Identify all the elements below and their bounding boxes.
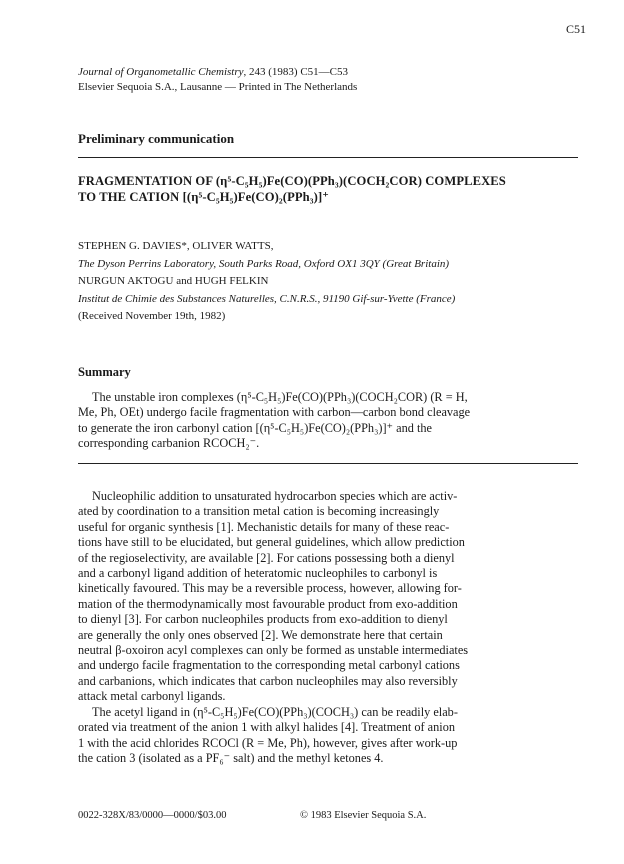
body-line: and a carbonyl ligand addition of heteratomic nucleophiles to carbonyl is bbox=[78, 566, 438, 581]
journal-citation: , 243 (1983) C51—C53 bbox=[243, 66, 348, 78]
body-line: Nucleophilic addition to unsaturated hydrocarbon species which are activ- bbox=[92, 489, 458, 503]
summary-line: Me, Ph, OEt) undergo facile fragmentation with carbon—carbon bond cleavage bbox=[78, 405, 471, 420]
body-line: mation of the thermodynamically most favourable product from exo-addition bbox=[78, 596, 458, 611]
journal-publisher: Elsevier Sequoia S.A., Lausanne — Printed in The Netherlands bbox=[78, 81, 358, 93]
body-line: are generally the only ones observed [2]. We demonstrate here that certain bbox=[78, 627, 443, 642]
summary-line: The unstable iron complexes (η⁵-C₅H₅)Fe(CO)(PPh₃)(COCH₂COR) (R = H, bbox=[92, 390, 468, 404]
summary-rule bbox=[78, 463, 578, 464]
body-line: neutral β-oxoiron acyl complexes can only be formed as unstable intermediates bbox=[78, 643, 469, 658]
body-line: kinetically favoured. This may be a reversible process, however, allowing for- bbox=[78, 581, 462, 596]
journal-title: Journal of Organometallic Chemistry bbox=[78, 66, 244, 78]
body-line: ated by coordination to a transition metal cation is becoming increasingly bbox=[78, 504, 440, 519]
section-label: Preliminary communication bbox=[78, 131, 235, 146]
summary-line: corresponding carbanion RCOCH₂⁻. bbox=[78, 436, 260, 451]
body-line: useful for organic synthesis [1]. Mechanistic details for many of these reac- bbox=[78, 519, 450, 534]
author-names: NURGUN AKTOGU and HUGH FELKIN bbox=[78, 275, 269, 288]
body-line: and carbanions, which indicates that carbon nucleophiles may also reversibly bbox=[78, 673, 458, 688]
body-line: to dienyl [3]. For carbon nucleophiles products from exo-addition to dienyl bbox=[78, 612, 448, 627]
body-line: orated via treatment of the anion 1 with alkyl halides [4]. Treatment of anion bbox=[78, 720, 456, 735]
footer-code: 0022-328X/83/0000—0000/$03.00 bbox=[78, 810, 227, 821]
author-names: STEPHEN G. DAVIES*, OLIVER WATTS, bbox=[78, 240, 274, 252]
top-rule bbox=[78, 157, 578, 158]
article-title-line: TO THE CATION [(η⁵-C₅H₅)Fe(CO)₂(PPh₃)]⁺ bbox=[78, 190, 330, 204]
body-line: tions have still to be elucidated, but general guidelines, which allow prediction bbox=[78, 535, 465, 550]
body-line: attack metal carbonyl ligands. bbox=[78, 689, 226, 704]
footer-copyright: © 1983 Elsevier Sequoia S.A. bbox=[300, 810, 427, 821]
body-line: of the regioselectivity, are available [2]. For cations possessing both a dienyl bbox=[78, 550, 455, 565]
summary-heading: Summary bbox=[78, 365, 131, 379]
author-block bbox=[78, 238, 578, 326]
author-affiliation: Institut de Chimie des Substances Naturelles, C.N.R.S., 91190 Gif-sur-Yvette (France) bbox=[78, 292, 456, 305]
body-line: The acetyl ligand in (η⁵-C₅H₅)Fe(CO)(PPh₃)(COCH₃) can be readily elab- bbox=[92, 704, 458, 719]
author-affiliation: The Dyson Perrins Laboratory, South Parks Road, Oxford OX1 3QY (Great Britain) bbox=[78, 257, 450, 270]
body-line: 1 with the acid chlorides RCOCl (R = Me, Ph), however, gives after work-up bbox=[78, 735, 458, 750]
body-line: the cation 3 (isolated as a PF₆⁻ salt) and the methyl ketones 4. bbox=[78, 750, 384, 765]
body-text bbox=[78, 489, 578, 766]
body-line: and undergo facile fragmentation to the corresponding metal carbonyl cations bbox=[78, 658, 460, 673]
journal-header bbox=[78, 65, 357, 95]
summary-line: to generate the iron carbonyl cation [(η⁵-C₅H₅)Fe(CO)₂(PPh₃)]⁺ and the bbox=[78, 420, 432, 435]
summary-text bbox=[78, 390, 578, 452]
received-date: (Received November 19th, 1982) bbox=[78, 310, 226, 323]
article-title bbox=[78, 173, 578, 205]
page-number: C51 bbox=[565, 22, 586, 36]
article-title-line: FRAGMENTATION OF (η⁵-C₅H₅)Fe(CO)(PPh₃)(COCH₂COR) COMPLEXES bbox=[78, 174, 506, 188]
